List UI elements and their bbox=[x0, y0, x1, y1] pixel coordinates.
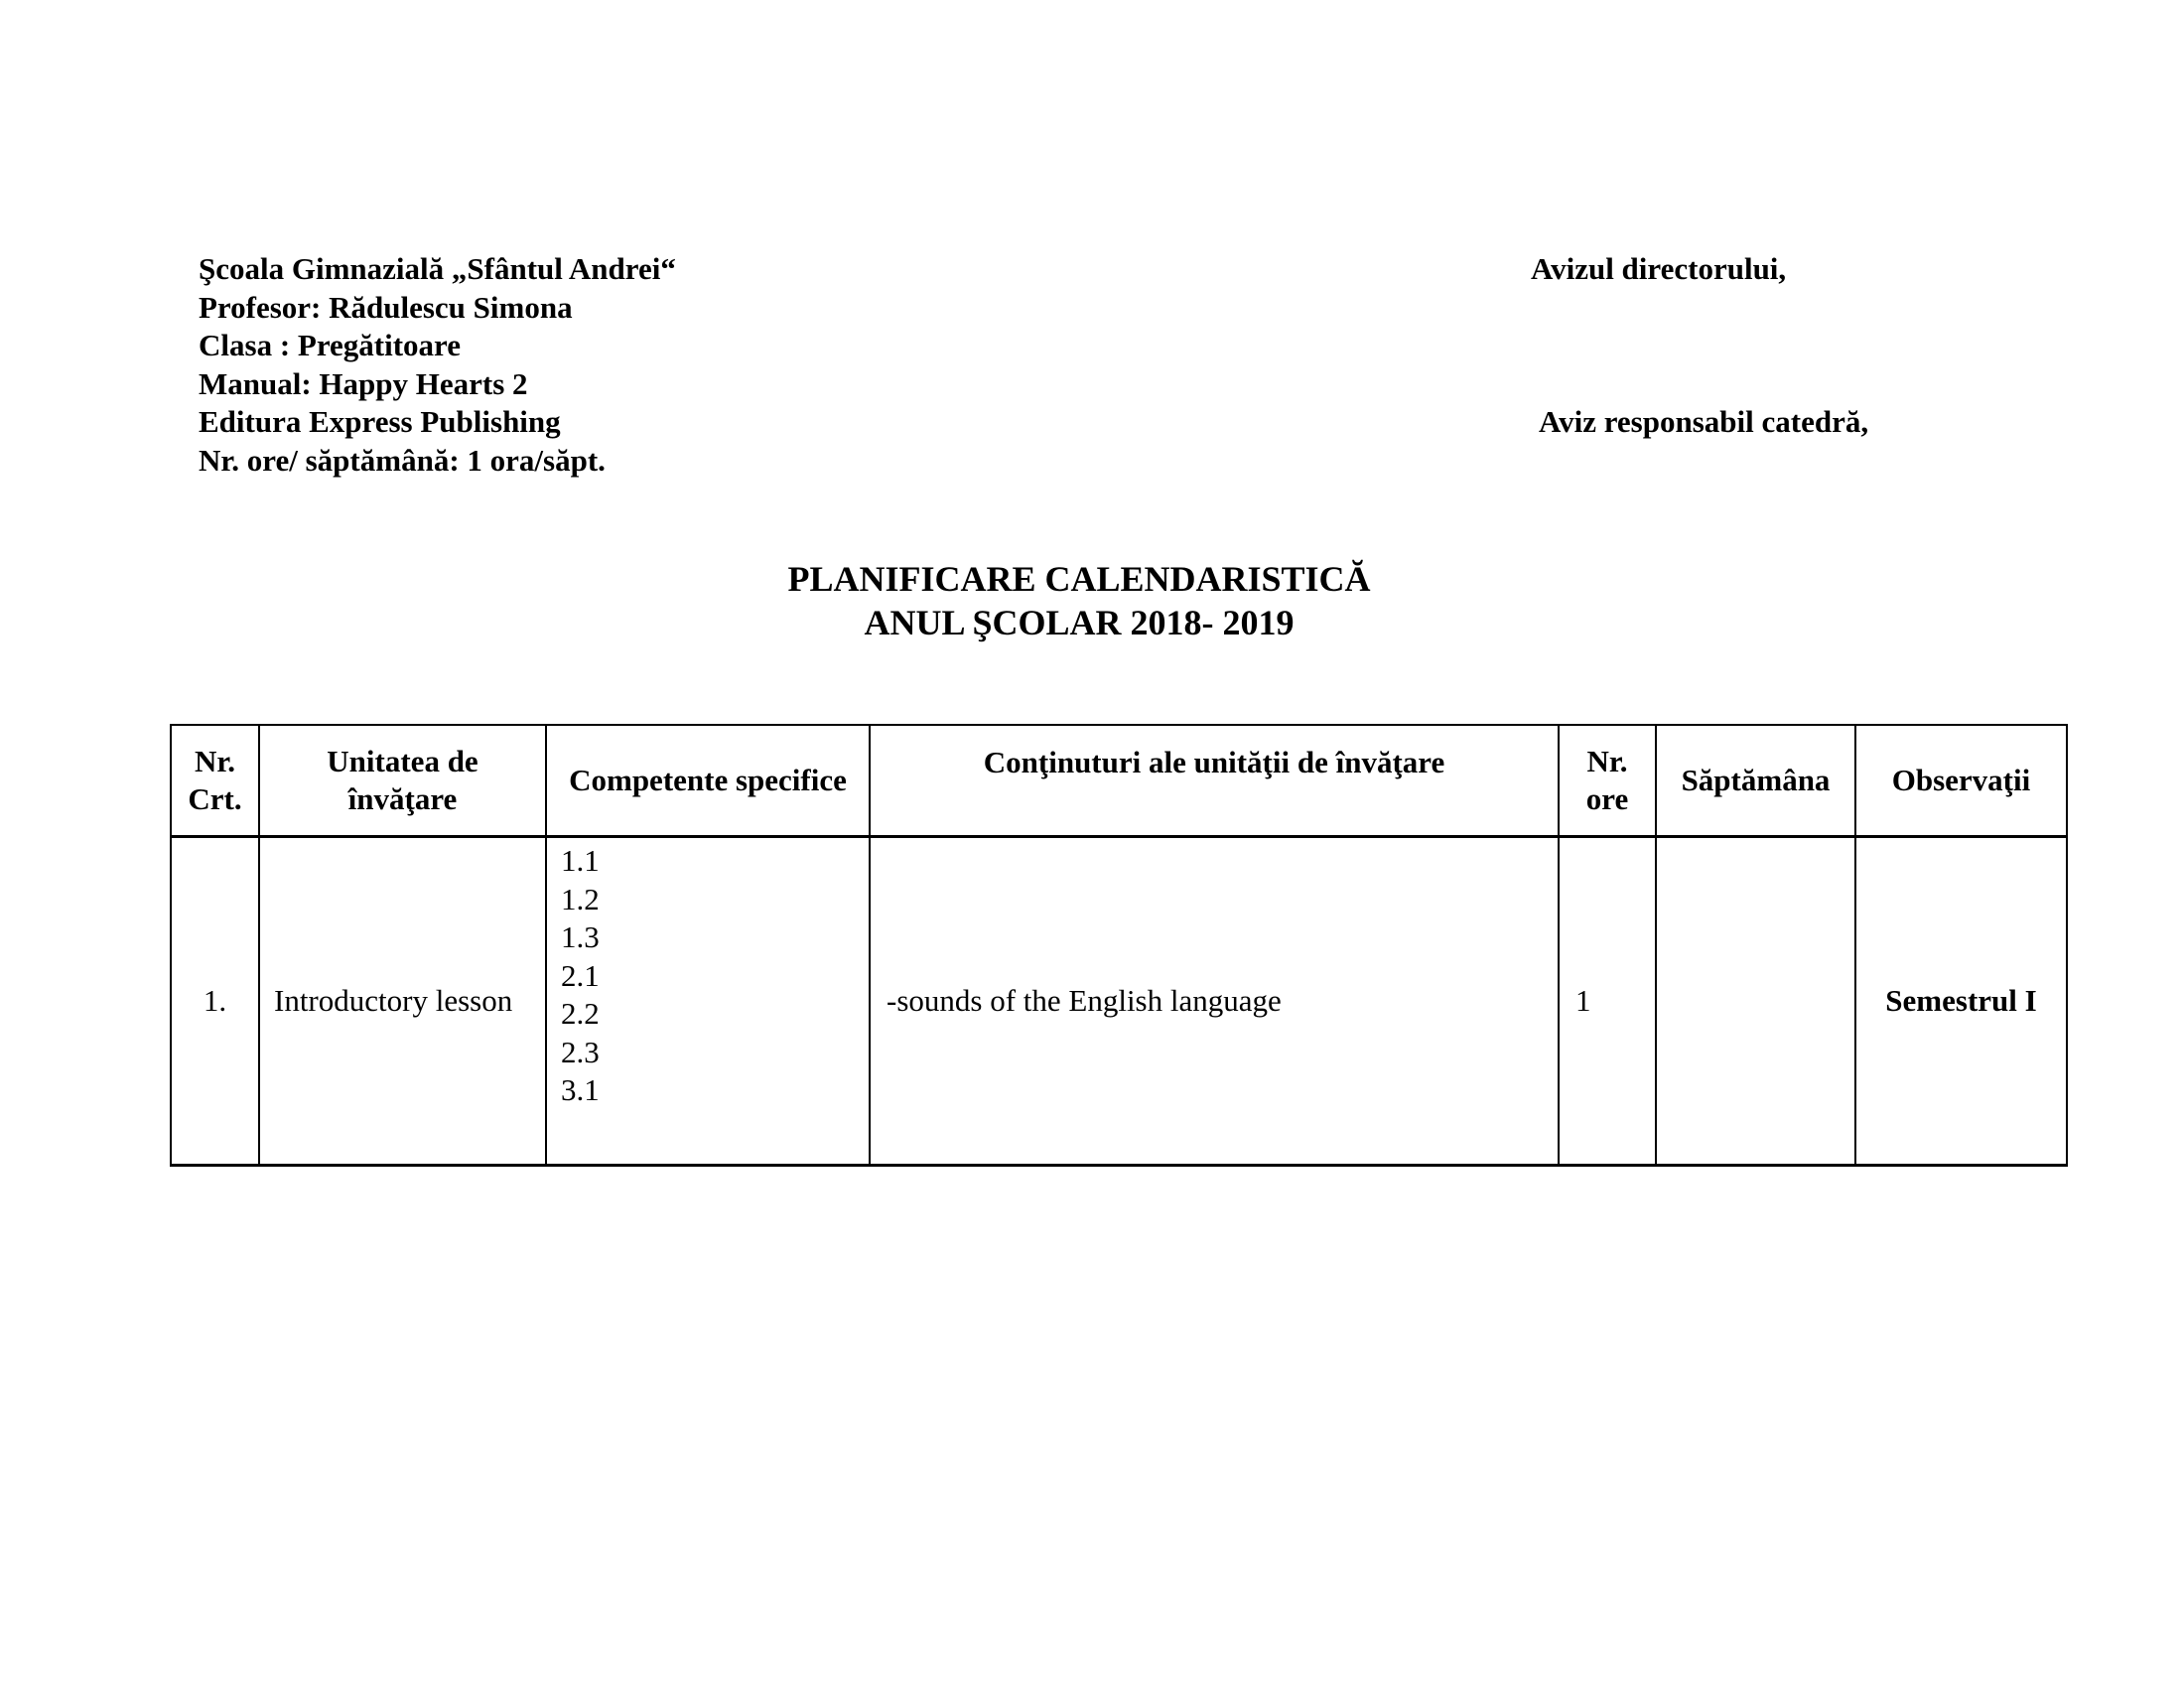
publisher-name: Editura Express Publishing bbox=[199, 404, 561, 439]
header-hours bbox=[1559, 725, 1656, 837]
header-contents-label: Conţinuturi ale unităţii de învăţare bbox=[983, 745, 1445, 779]
competence-item: 2.1 bbox=[561, 957, 600, 993]
header-notes bbox=[1855, 725, 2067, 837]
document-title bbox=[0, 557, 2184, 644]
header-week-label: Săptămâna bbox=[1681, 763, 1831, 797]
cell-hours: 1 bbox=[1559, 837, 1656, 1166]
competence-item: 1.1 bbox=[561, 843, 600, 878]
teacher-name: Profesor: Rădulescu Simona bbox=[199, 289, 573, 325]
school-info-block bbox=[199, 250, 676, 480]
competence-item: 1.2 bbox=[561, 881, 600, 916]
cell-notes: Semestrul I bbox=[1855, 837, 2067, 1166]
cell-week bbox=[1656, 837, 1855, 1166]
header-unit-line2: învăţare bbox=[347, 781, 458, 816]
planning-table bbox=[170, 724, 2068, 1167]
cell-competences bbox=[546, 837, 870, 1166]
header-competences bbox=[546, 725, 870, 837]
title-line-1: PLANIFICARE CALENDARISTICĂ bbox=[787, 559, 1371, 599]
header-hours-line1: Nr. bbox=[1586, 744, 1628, 778]
header-contents bbox=[870, 725, 1559, 837]
cell-contents: -sounds of the English language bbox=[870, 837, 1559, 1166]
header-nr-crt bbox=[171, 725, 259, 837]
title-line-2: ANUL ŞCOLAR 2018- 2019 bbox=[864, 603, 1295, 642]
header-week bbox=[1656, 725, 1855, 837]
cell-nr: 1. bbox=[171, 837, 259, 1166]
competence-item: 1.3 bbox=[561, 919, 600, 954]
weekly-hours: Nr. ore/ săptămână: 1 ora/săpt. bbox=[199, 442, 606, 478]
school-name: Şcoala Gimnazială „Sfântul Andrei“ bbox=[199, 251, 676, 286]
textbook-name: Manual: Happy Hearts 2 bbox=[199, 365, 528, 401]
header-unit-line1: Unitatea de bbox=[327, 744, 478, 778]
class-name: Clasa : Pregătitoare bbox=[199, 328, 461, 362]
competence-item: 3.1 bbox=[561, 1072, 600, 1107]
director-approval: Avizul directorului, bbox=[1531, 251, 1787, 286]
table-header-row bbox=[171, 725, 2067, 837]
department-head-approval: Aviz responsabil catedră, bbox=[1539, 404, 1869, 439]
cell-unit: Introductory lesson bbox=[259, 837, 546, 1166]
competence-item: 2.3 bbox=[561, 1034, 600, 1069]
header-notes-label: Observaţii bbox=[1891, 763, 2031, 797]
competence-item: 2.2 bbox=[561, 996, 600, 1031]
header-nr-crt-line1: Nr. bbox=[194, 744, 236, 778]
header-competences-label: Competente specifice bbox=[569, 763, 847, 797]
table-row bbox=[171, 837, 2067, 1166]
header-hours-line2: ore bbox=[1585, 781, 1629, 816]
header-nr-crt-line2: Crt. bbox=[188, 781, 242, 816]
header-unit bbox=[259, 725, 546, 837]
